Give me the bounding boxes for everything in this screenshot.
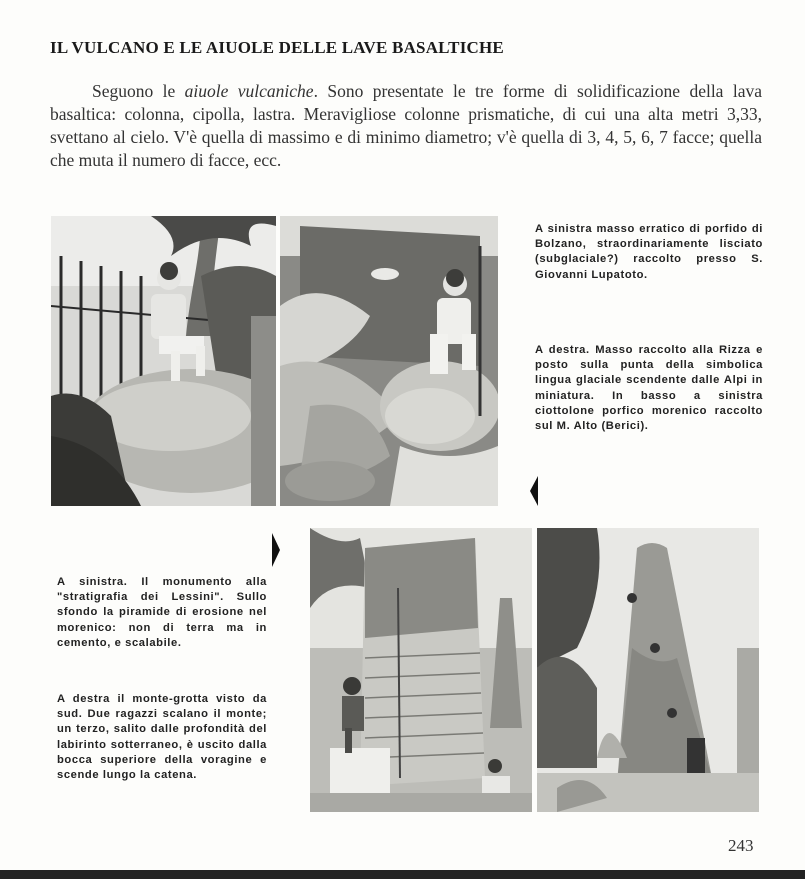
caption-top-right: A destra. Masso raccolto alla Rizza e posto sulla punta della simbolica lingua glaciale scendente dalle Alpi in miniatura. In basso a sinistra ciottolone porfico morenico raccolto sul M. Alto (Berici). xyxy=(535,344,763,433)
intro-rest: . Sono presentate le tre forme di solidificazione della lava basaltica: colonna, cipolla, lastra. Meravigliose colonne prismatiche, di cui una alta metri 3,33, svettano al cielo. V'è quella di massimo e di minimo diametro; v'è quella di 3, 4, 5, 6, 7 facce; quella che muta il numero di facce, ecc. xyxy=(50,81,762,170)
page-bottom-edge xyxy=(0,870,805,879)
photo-cave-mountain xyxy=(537,528,759,812)
caption-bottom-left: A sinistra. Il monumento alla "stratigrafia dei Lessini". Sullo sfondo la piramide di erosione nel morenico: non di terra ma in cemento, e scalabile. xyxy=(57,576,267,649)
caption-top-left: A sinistra masso erratico di porfido di Bolzano, straordinariamente lisciato (subglaciale?) raccolto presso S. Giovanni Lupatoto. xyxy=(535,223,763,281)
intro-emphasis: aiuole vulcaniche xyxy=(184,81,314,101)
photo-stratigraphy-monument xyxy=(310,528,532,812)
caption-bottom-right: A destra il monte-grotta visto da sud. Due ragazzi scalano il monte; un terzo, salito dalle profondità del labirinto sotterraneo, è uscito dalla bocca superiore della voragine e scende lungo la catena. xyxy=(57,693,267,782)
intro-lead: Seguono le xyxy=(92,81,185,101)
photo-glacier-boulder xyxy=(280,216,498,506)
arrow-right-icon xyxy=(271,533,281,567)
page-title: IL VULCANO E LE AIUOLE DELLE LAVE BASALTICHE xyxy=(50,38,504,57)
page-number: 243 xyxy=(728,836,754,855)
arrow-left-icon xyxy=(529,476,539,506)
intro-paragraph xyxy=(50,80,762,172)
photo-erratic-boulder xyxy=(51,216,276,506)
